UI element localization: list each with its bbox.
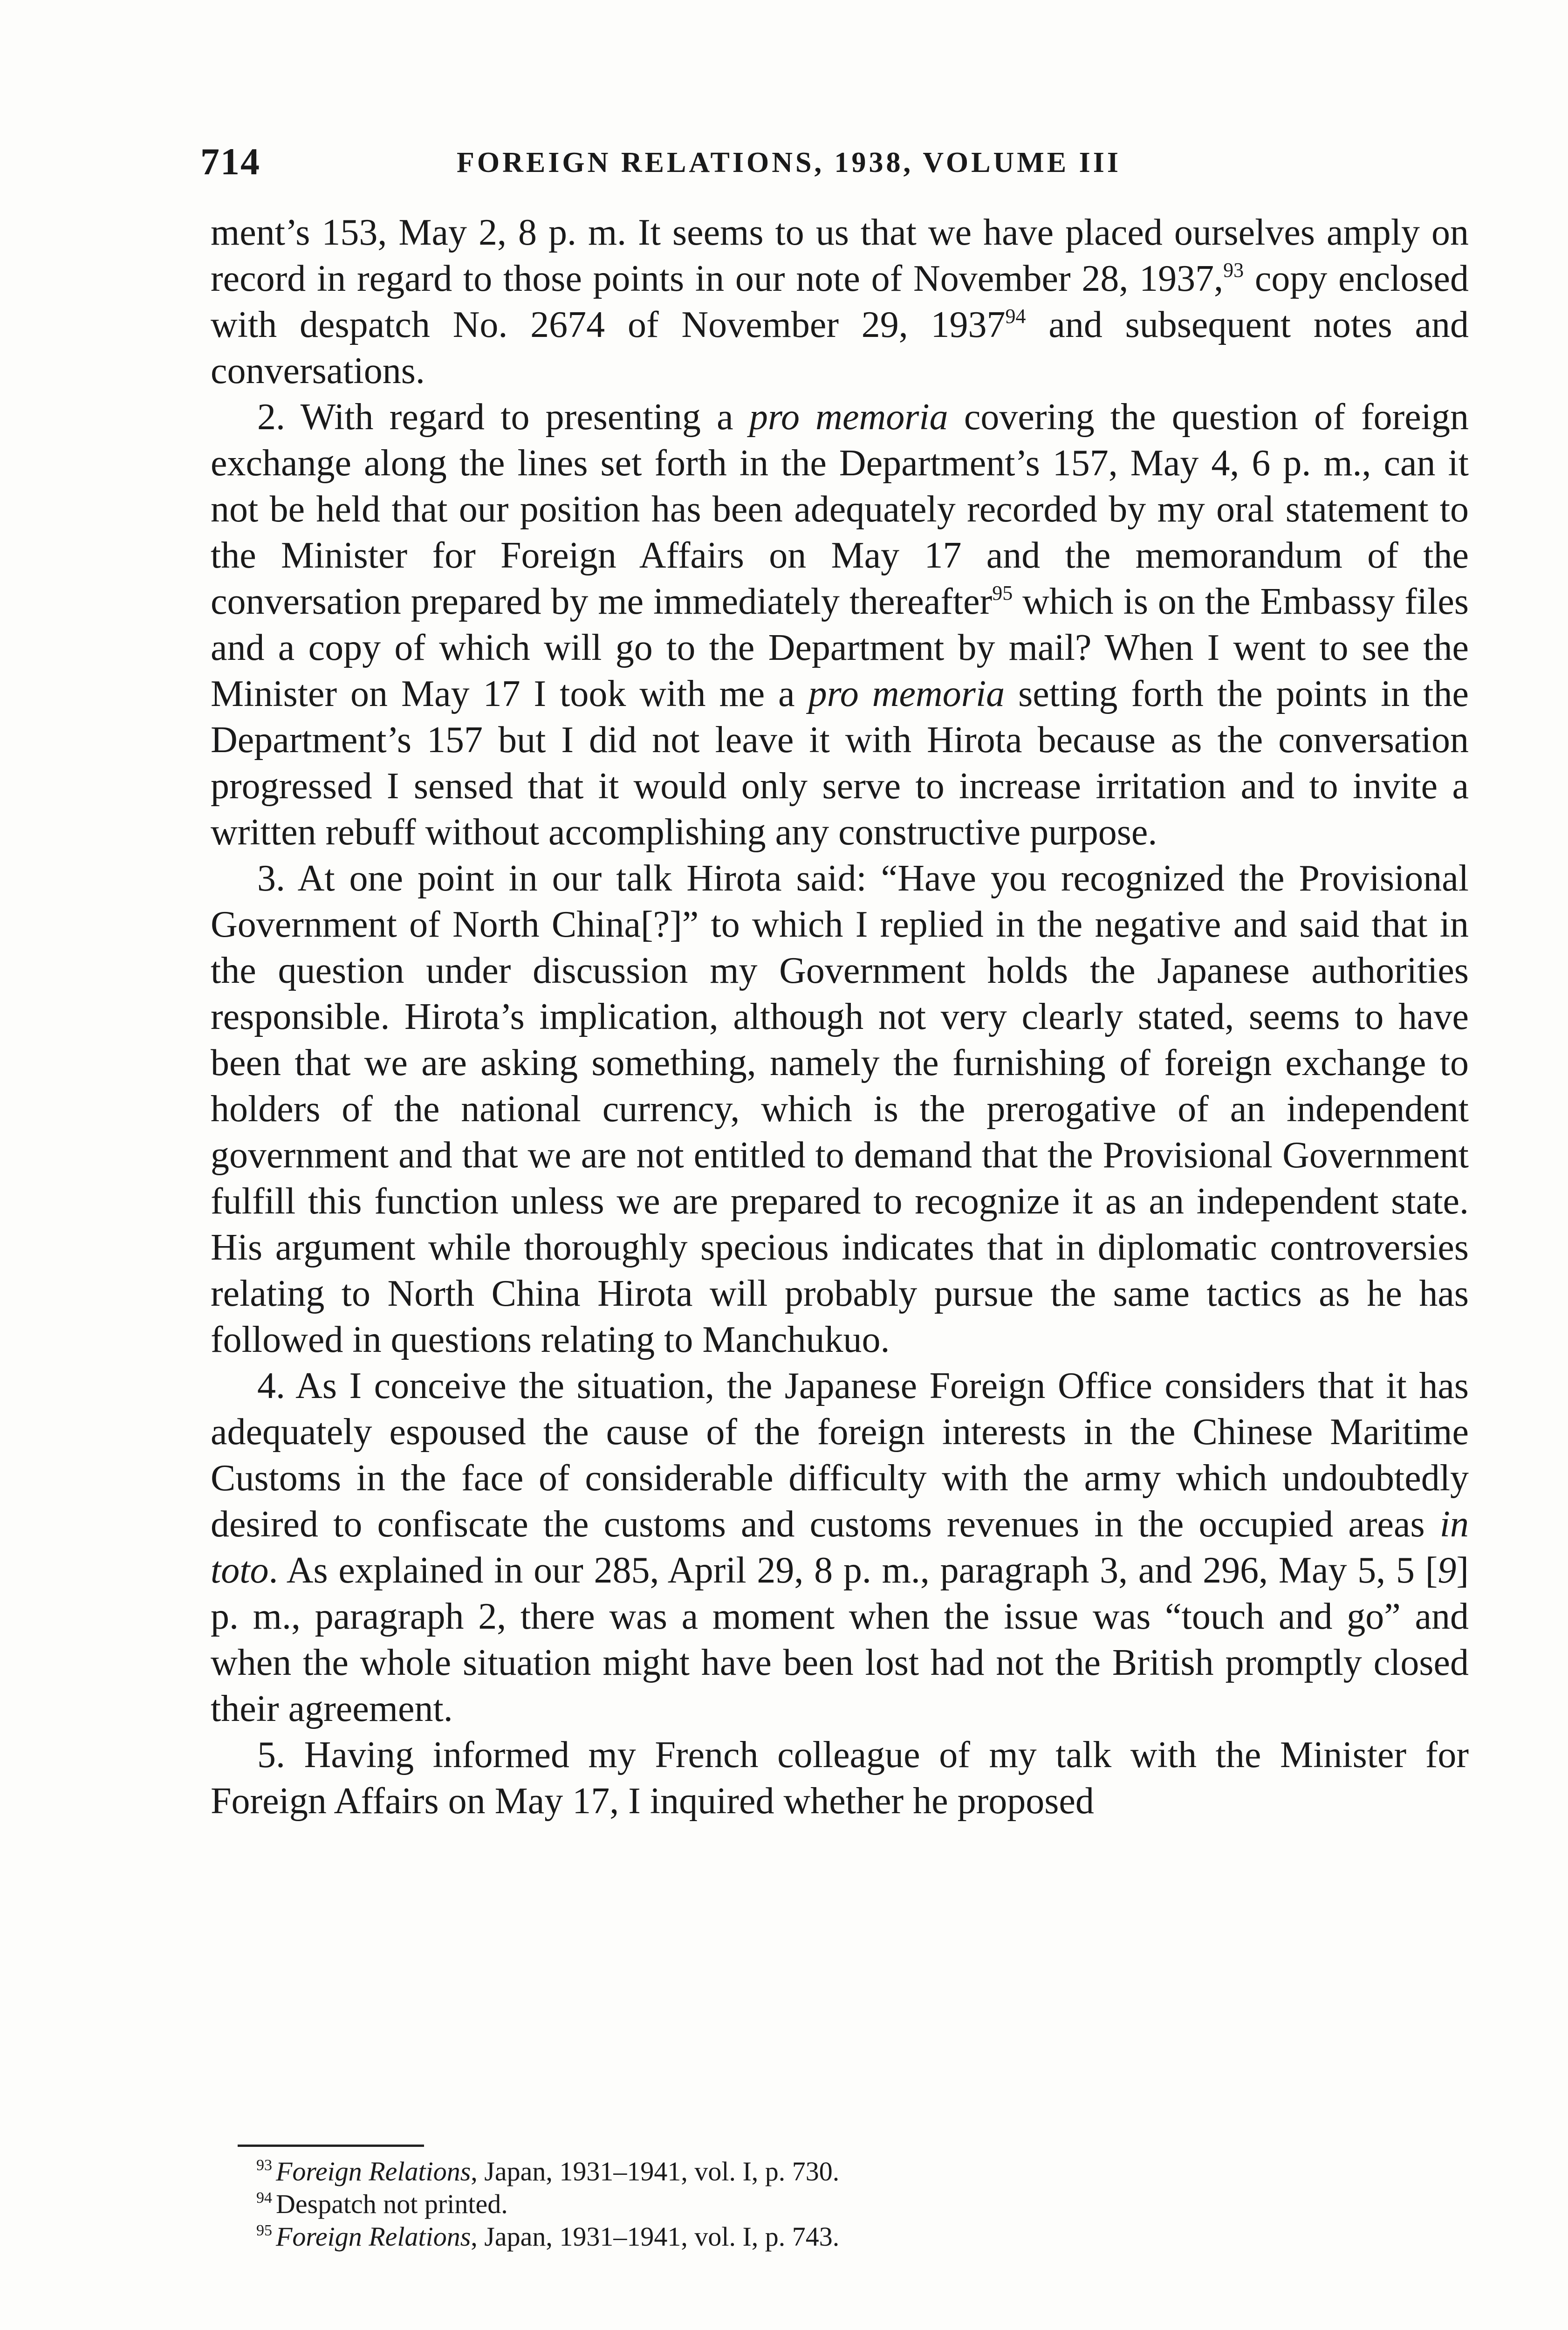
page-number: 714 <box>200 140 260 183</box>
paragraph-4-italic-2: 9 <box>1438 1550 1457 1591</box>
footnote-text: Despatch not printed. <box>276 2189 508 2219</box>
paragraph-2-text-b: covering the question of foreign exchange along the lines set forth in the Department’s 157, May 4, 6 p. m., can it not be held that our position has been adequately recorded by my oral statement to the Minister for Foreign Affairs on May 17 and the memorandum of the conversation prepared by me immediately thereafter <box>211 397 1469 622</box>
footnote-93 <box>256 2155 1328 2188</box>
footnote-text: , Japan, 1931–1941, vol. I, p. 743. <box>471 2221 840 2252</box>
paragraph-1-text-b: copy enclosed with despatch No. 2674 of November 29, 1937 <box>211 258 1469 345</box>
paragraph-2-text-a: 2. With regard to presenting a <box>257 397 749 438</box>
footnote-95 <box>256 2220 1328 2253</box>
footnote-94 <box>256 2188 1328 2220</box>
paragraph-2-text-c: which is on the Embassy files and a copy of which will go to the Department by mail? When I went to see the Minister on May 17 I took with me a <box>211 581 1469 714</box>
paragraph-1-text-c: and subsequent notes and conversations. <box>211 304 1469 391</box>
footnote-ref-93: 93 <box>1223 259 1244 281</box>
footnote-mark: 95 <box>256 2222 272 2239</box>
paragraph-2-italic-2: pro memoria <box>808 673 1005 714</box>
footnote-ref-94: 94 <box>1005 305 1026 328</box>
footnote-italic: Foreign Relations <box>276 2156 471 2186</box>
footnotes <box>256 2155 1328 2253</box>
footnote-rule <box>238 2145 424 2147</box>
paragraph-4-text-c: ] p. m., paragraph 2, there was a moment when the issue was “touch and go” and when the whole situation might have been lost had not the British promptly closed their agreement. <box>211 1550 1469 1729</box>
body-text <box>211 210 1469 1824</box>
paragraph-4-italic-1: in toto <box>211 1504 1469 1591</box>
page-header <box>200 140 1468 191</box>
footnote-text: , Japan, 1931–1941, vol. I, p. 730. <box>471 2156 840 2186</box>
paragraph-4-text-a: 4. As I conceive the situation, the Japanese Foreign Office considers that it has adequately espoused the cause of the foreign interests in the Chinese Maritime Customs in the face of considerable difficulty with the army which undoubtedly desired to confiscate the customs and customs revenues in the occupied areas <box>211 1365 1469 1545</box>
paragraph-4-text-b: . As explained in our 285, April 29, 8 p. m., paragraph 3, and 296, May 5, 5 [ <box>268 1550 1438 1591</box>
paragraph-2 <box>211 394 1469 856</box>
footnote-mark: 93 <box>256 2157 272 2174</box>
paragraph-2-text-d: setting forth the points in the Department’s 157 but I did not leave it with Hirota because as the conversation progressed I sensed that it would only serve to increase irritation and to invite a written rebuff without accomplishing any constructive purpose. <box>211 673 1469 853</box>
running-head: FOREIGN RELATIONS, 1938, VOLUME III <box>457 147 1121 178</box>
paragraph-2-italic-1: pro memoria <box>749 397 948 438</box>
paragraph-1 <box>211 210 1469 394</box>
footnote-mark: 94 <box>256 2189 272 2207</box>
paragraph-1-text-a: ment’s 153, May 2, 8 p. m. It seems to us that we have placed ourselves amply on record in regard to those points in our note of November 28, 1937, <box>211 212 1469 299</box>
paragraph-3: 3. At one point in our talk Hirota said: “Have you recognized the Provisional Government of North China[?]” to which I replied in the negative and said that in the question under discussion my Government holds the Japanese authorities responsible. Hirota’s implication, although not very clearly stated, seems to have been that we are asking something, namely the furnishing of foreign exchange to holders of the national currency, which is the prerogative of an independent government and that we are not entitled to demand that the Provisional Government fulfill this function unless we are prepared to recognize it as an independent state. His argument while thoroughly specious indicates that in diplomatic controversies relating to North China Hirota will probably pursue the same tactics as he has followed in questions relating to Manchukuo. <box>211 858 1469 1360</box>
paragraph-4 <box>211 1363 1469 1732</box>
footnote-italic: Foreign Relations <box>276 2221 471 2252</box>
footnote-ref-95: 95 <box>992 582 1013 604</box>
paragraph-5: 5. Having informed my French colleague of my talk with the Minister for Foreign Affairs on May 17, I inquired whether he proposed <box>211 1734 1469 1822</box>
